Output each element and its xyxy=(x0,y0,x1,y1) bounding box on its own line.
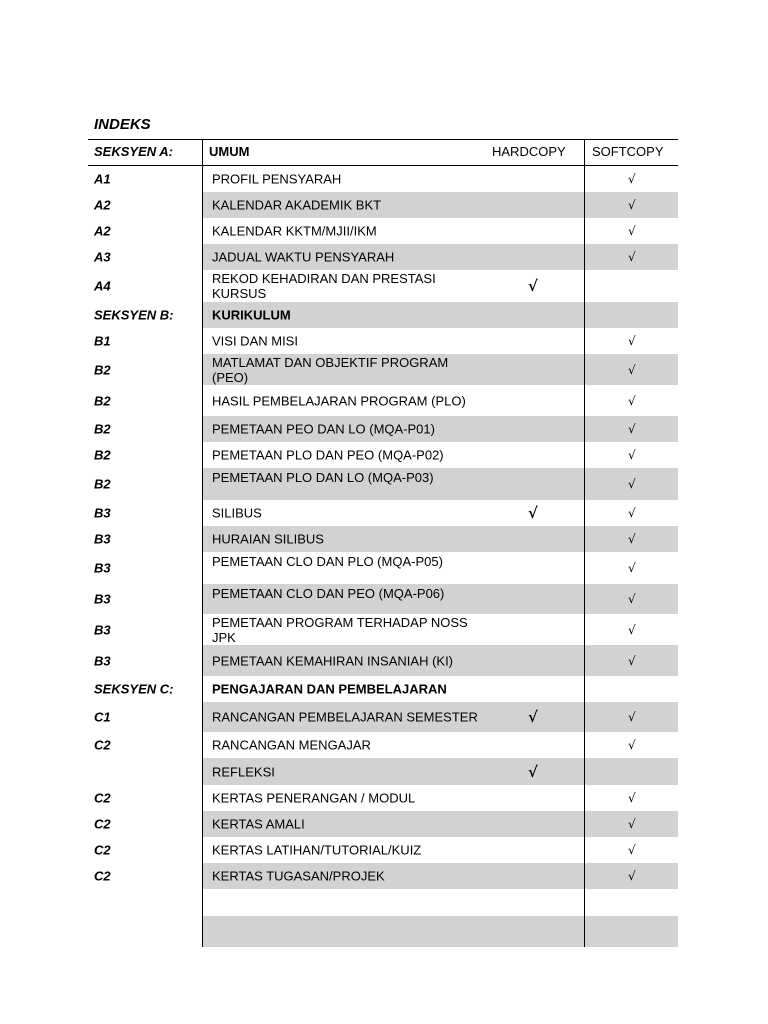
table-row xyxy=(88,645,678,676)
softcopy-check-icon: √ xyxy=(628,362,636,377)
softcopy-check-icon: √ xyxy=(628,198,636,212)
row-description: KALENDAR AKADEMIK BKT xyxy=(212,197,382,213)
row-description: PEMETAAN CLO DAN PLO (MQA-P05) xyxy=(212,554,443,569)
table-row xyxy=(88,192,678,218)
row-description: KERTAS LATIHAN/TUTORIAL/KUIZ xyxy=(212,842,422,858)
softcopy-check-icon: √ xyxy=(628,448,636,462)
table-row xyxy=(88,758,678,785)
row-code: B3 xyxy=(94,591,111,607)
row-code: A2 xyxy=(94,197,111,213)
table-row xyxy=(88,244,678,270)
row-description: PENGAJARAN DAN PEMBELAJARAN xyxy=(212,681,447,697)
table-row xyxy=(88,732,678,758)
column-divider-code xyxy=(202,139,203,947)
softcopy-check-icon: √ xyxy=(628,172,636,186)
softcopy-check-icon: √ xyxy=(628,334,636,348)
row-code: B3 xyxy=(94,505,111,521)
softcopy-check-icon: √ xyxy=(628,250,636,264)
row-description: KALENDAR KKTM/MJII/IKM xyxy=(212,223,377,239)
softcopy-check-icon: √ xyxy=(628,738,636,752)
table-row xyxy=(88,500,678,526)
table-row xyxy=(88,354,678,385)
row-code: SEKSYEN B: xyxy=(94,307,174,323)
row-description: SILIBUS xyxy=(212,505,262,521)
table-row xyxy=(88,416,678,442)
softcopy-check-icon: √ xyxy=(628,653,636,668)
document-title: INDEKS xyxy=(94,116,151,133)
table-row xyxy=(88,614,678,645)
header-hardcopy-label: HARDCOPY xyxy=(492,144,566,159)
table-row xyxy=(88,526,678,552)
table-row xyxy=(88,584,678,614)
row-description: PEMETAAN PLO DAN PEO (MQA-P02) xyxy=(212,447,444,463)
column-divider-hardcopy xyxy=(584,139,585,947)
softcopy-check-icon: √ xyxy=(628,843,636,857)
table-row xyxy=(88,385,678,416)
table-row xyxy=(88,468,678,500)
row-description: PEMETAAN KEMAHIRAN INSANIAH (KI) xyxy=(212,653,454,668)
row-code: C2 xyxy=(94,816,111,832)
row-description: KURIKULUM xyxy=(212,307,291,323)
row-description: KERTAS AMALI xyxy=(212,816,305,832)
table-row xyxy=(88,702,678,732)
table-row xyxy=(88,916,678,947)
row-code: A1 xyxy=(94,171,111,187)
table-row xyxy=(88,552,678,584)
row-description: HURAIAN SILIBUS xyxy=(212,531,324,547)
row-code: B2 xyxy=(94,447,111,463)
row-description: JADUAL WAKTU PENSYARAH xyxy=(212,249,395,265)
table-row xyxy=(88,837,678,863)
row-shading xyxy=(202,916,678,947)
table-row xyxy=(88,889,678,916)
row-description: PROFIL PENSYARAH xyxy=(212,171,342,187)
table-row xyxy=(88,218,678,244)
table-row xyxy=(88,442,678,468)
row-code: SEKSYEN C: xyxy=(94,681,174,697)
hardcopy-check-icon: √ xyxy=(528,277,538,295)
table-top-border xyxy=(88,139,678,140)
row-code: C2 xyxy=(94,868,111,884)
index-table xyxy=(88,139,678,947)
softcopy-check-icon: √ xyxy=(628,592,636,606)
row-code: C1 xyxy=(94,709,111,725)
row-description: HASIL PEMBELAJARAN PROGRAM (PLO) xyxy=(212,393,466,408)
row-code: C2 xyxy=(94,842,111,858)
row-code: B3 xyxy=(94,653,111,668)
softcopy-check-icon: √ xyxy=(628,393,636,408)
row-description: PEMETAAN PEO DAN LO (MQA-P01) xyxy=(212,421,435,437)
softcopy-check-icon: √ xyxy=(628,622,636,637)
row-description: RANCANGAN PEMBELAJARAN SEMESTER xyxy=(212,709,478,725)
row-code: B2 xyxy=(94,393,111,408)
row-code: B2 xyxy=(94,476,111,492)
table-row xyxy=(88,270,678,302)
row-code: B2 xyxy=(94,362,111,377)
row-code: B3 xyxy=(94,622,111,637)
hardcopy-check-icon: √ xyxy=(528,708,538,726)
table-row xyxy=(88,676,678,702)
softcopy-check-icon: √ xyxy=(628,791,636,805)
table-row xyxy=(88,328,678,354)
hardcopy-check-icon: √ xyxy=(528,504,538,522)
row-description: RANCANGAN MENGAJAR xyxy=(212,737,371,753)
header-description-label: UMUM xyxy=(209,144,250,159)
softcopy-check-icon: √ xyxy=(628,710,636,724)
softcopy-check-icon: √ xyxy=(628,477,636,491)
row-code: A3 xyxy=(94,249,111,265)
table-row xyxy=(88,863,678,889)
softcopy-check-icon: √ xyxy=(628,506,636,520)
row-description: KERTAS PENERANGAN / MODUL xyxy=(212,790,416,806)
table-row xyxy=(88,811,678,837)
row-code: B3 xyxy=(94,531,111,547)
row-code: B3 xyxy=(94,560,111,576)
softcopy-check-icon: √ xyxy=(628,532,636,546)
row-description: REFLEKSI xyxy=(212,764,275,779)
softcopy-check-icon: √ xyxy=(628,817,636,831)
row-description: PEMETAAN PROGRAM TERHADAP NOSS JPK xyxy=(212,614,468,645)
table-row xyxy=(88,166,678,192)
row-description: PEMETAAN PLO DAN LO (MQA-P03) xyxy=(212,470,434,485)
softcopy-check-icon: √ xyxy=(628,869,636,883)
row-code: B2 xyxy=(94,421,111,437)
row-description: REKOD KEHADIRAN DAN PRESTASI KURSUS xyxy=(212,271,436,301)
row-code: B1 xyxy=(94,333,111,349)
header-section-label: SEKSYEN A: xyxy=(94,144,173,159)
softcopy-check-icon: √ xyxy=(628,224,636,238)
table-row xyxy=(88,302,678,328)
row-description: VISI DAN MISI xyxy=(212,333,298,349)
softcopy-check-icon: √ xyxy=(628,422,636,436)
row-code: A4 xyxy=(94,278,111,294)
row-code: C2 xyxy=(94,737,111,753)
row-description: MATLAMAT DAN OBJEKTIF PROGRAM (PEO) xyxy=(212,354,449,385)
header-softcopy-label: SOFTCOPY xyxy=(592,144,664,159)
row-description: PEMETAAN CLO DAN PEO (MQA-P06) xyxy=(212,586,445,601)
row-code: C2 xyxy=(94,790,111,806)
row-code: A2 xyxy=(94,223,111,239)
row-description: KERTAS TUGASAN/PROJEK xyxy=(212,868,385,884)
hardcopy-check-icon: √ xyxy=(528,762,538,781)
softcopy-check-icon: √ xyxy=(628,561,636,575)
table-row xyxy=(88,785,678,811)
